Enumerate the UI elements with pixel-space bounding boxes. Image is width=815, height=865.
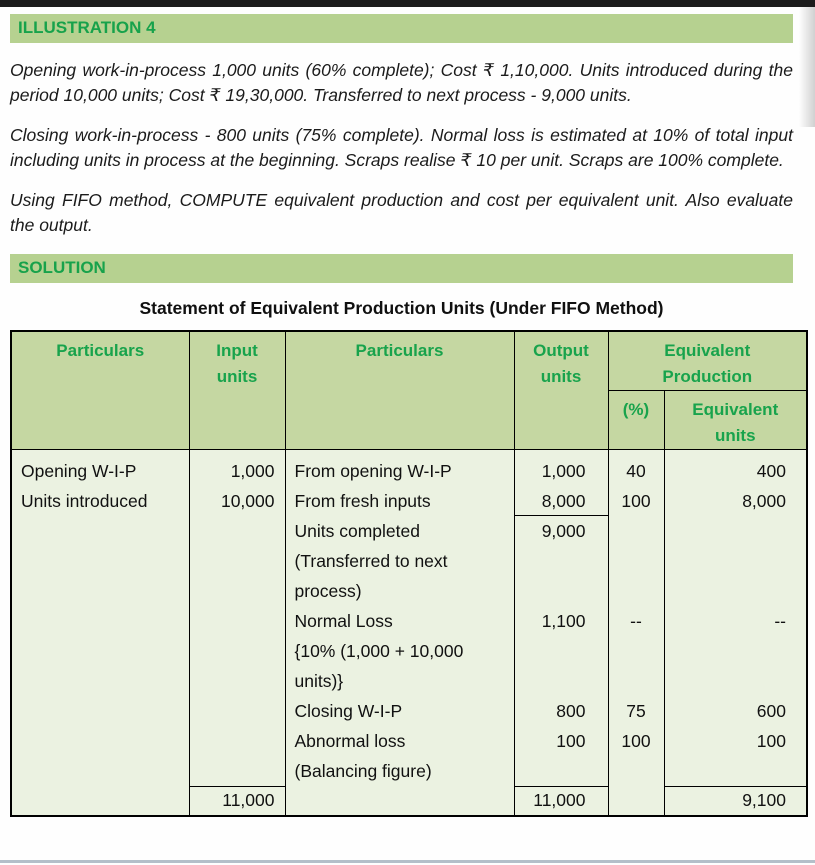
table-cell-line: -- <box>630 611 642 631</box>
total-blank-particulars-input <box>11 787 189 816</box>
table-cell-line <box>515 576 608 606</box>
table-cell-line <box>609 546 664 576</box>
table-cell-line: 40 <box>626 461 646 481</box>
header-input-units-label: Input units <box>216 341 258 386</box>
table-cell-line: From opening W-I-P <box>294 461 452 481</box>
illustration-header-label: ILLUSTRATION 4 <box>18 18 156 37</box>
table-cell-line: 1,000 <box>541 461 586 481</box>
total-input-units: 11,000 <box>189 787 285 816</box>
page-right-edge-shadow <box>799 7 815 127</box>
table-cell-line: 8,000 <box>742 491 786 511</box>
header-particulars-right <box>285 331 514 450</box>
table-cell-line <box>515 756 608 786</box>
table-cell-line: (Balancing figure) <box>294 761 432 781</box>
solution-header <box>10 254 793 283</box>
col-particulars-input <box>11 450 189 787</box>
header-percent <box>608 391 664 450</box>
table-cell-line <box>665 546 807 576</box>
table-cell-line <box>665 666 807 696</box>
table-cell-line: From fresh inputs <box>294 491 431 511</box>
total-equivalent-units: 9,100 <box>664 787 807 816</box>
table-cell-line: 1,100 <box>541 611 586 631</box>
table-cell-line: 400 <box>756 461 786 481</box>
table-cell-line <box>665 756 807 786</box>
problem-paragraph-3: Using FIFO method, COMPUTE equivalent production and cost per equivalent unit. Also evaluate the output. <box>10 190 793 235</box>
page-bottom-edge <box>0 860 815 863</box>
statement-title: Statement of Equivalent Production Units (Under FIFO Method) <box>139 298 664 318</box>
table-cell-line <box>609 756 664 786</box>
table-cell-line: units)} <box>294 671 344 691</box>
header-particulars-right-label: Particulars <box>355 341 444 360</box>
table-cell-line: Normal Loss <box>294 611 393 631</box>
table-cell-line <box>665 576 807 606</box>
table-cell-line: Opening W-I-P <box>21 461 137 481</box>
header-equivalent-units-label: Equivalent units <box>692 400 779 445</box>
table-cell-line: Abnormal loss <box>294 731 406 751</box>
total-blank-percent <box>608 787 664 816</box>
header-percent-label: (%) <box>622 400 650 419</box>
col-particulars-output <box>285 450 514 787</box>
table-cell-line <box>515 666 608 696</box>
table-cell-line: -- <box>774 611 786 631</box>
table-cell-line: 8,000 <box>515 486 608 516</box>
col-output-units <box>514 450 608 787</box>
table-cell-line: 100 <box>621 731 651 751</box>
table-cell-line: 600 <box>756 701 786 721</box>
table-cell-line: 10,000 <box>220 491 275 511</box>
table-cell-line: process) <box>294 581 362 601</box>
table-cell-line: Closing W-I-P <box>294 701 403 721</box>
table-cell-line <box>515 546 608 576</box>
illustration-header <box>10 14 793 43</box>
table-cell-line <box>665 516 807 546</box>
table-cell-line: 1,000 <box>230 461 275 481</box>
problem-paragraph-1: Opening work-in-process 1,000 units (60% complete); Cost ₹ 1,10,000. Units introduced during the period 10,000 units; Cost ₹ 19,30,000. Transferred to next process - 9,000 units. <box>10 60 793 105</box>
table-cell-line: 75 <box>626 701 646 721</box>
table-cell-line: Units completed <box>294 521 420 541</box>
table-cell-line: 9,000 <box>541 521 586 541</box>
header-output-units <box>514 331 608 450</box>
table-cell-line <box>609 516 664 546</box>
total-blank-particulars-output <box>285 787 514 816</box>
equivalent-production-table <box>10 330 808 817</box>
col-input-units <box>189 450 285 787</box>
table-cell-line: 100 <box>621 491 651 511</box>
col-percent <box>608 450 664 787</box>
header-particulars-left-label: Particulars <box>56 341 145 360</box>
table-cell-line <box>515 636 608 666</box>
header-equivalent-production-label: Equivalent Production <box>662 341 753 386</box>
header-input-units <box>189 331 285 450</box>
table-cell-line <box>665 636 807 666</box>
problem-paragraph-2: Closing work-in-process - 800 units (75% complete). Normal loss is estimated at 10% of total input including units in process at the beginning. Scraps realise ₹ 10 per unit. Scraps are 100% complete. <box>10 125 793 170</box>
header-particulars-left <box>11 331 189 450</box>
page-top-edge <box>0 0 815 7</box>
table-cell-line: {10% (1,000 + 10,000 <box>294 641 464 661</box>
table-cell-line: 800 <box>556 701 586 721</box>
table-cell-line: Units introduced <box>21 491 148 511</box>
header-equivalent-units <box>664 391 807 450</box>
table-cell-line: 100 <box>556 731 586 751</box>
header-output-units-label: Output units <box>533 341 589 386</box>
table-cell-line: 100 <box>756 731 786 751</box>
total-output-units: 11,000 <box>514 787 608 816</box>
col-equivalent-units <box>664 450 807 787</box>
header-equivalent-production <box>608 331 807 391</box>
table-cell-line: (Transferred to next <box>294 551 448 571</box>
table-cell-line <box>609 666 664 696</box>
table-cell-line <box>609 636 664 666</box>
table-cell-line <box>609 576 664 606</box>
solution-header-label: SOLUTION <box>18 258 106 277</box>
